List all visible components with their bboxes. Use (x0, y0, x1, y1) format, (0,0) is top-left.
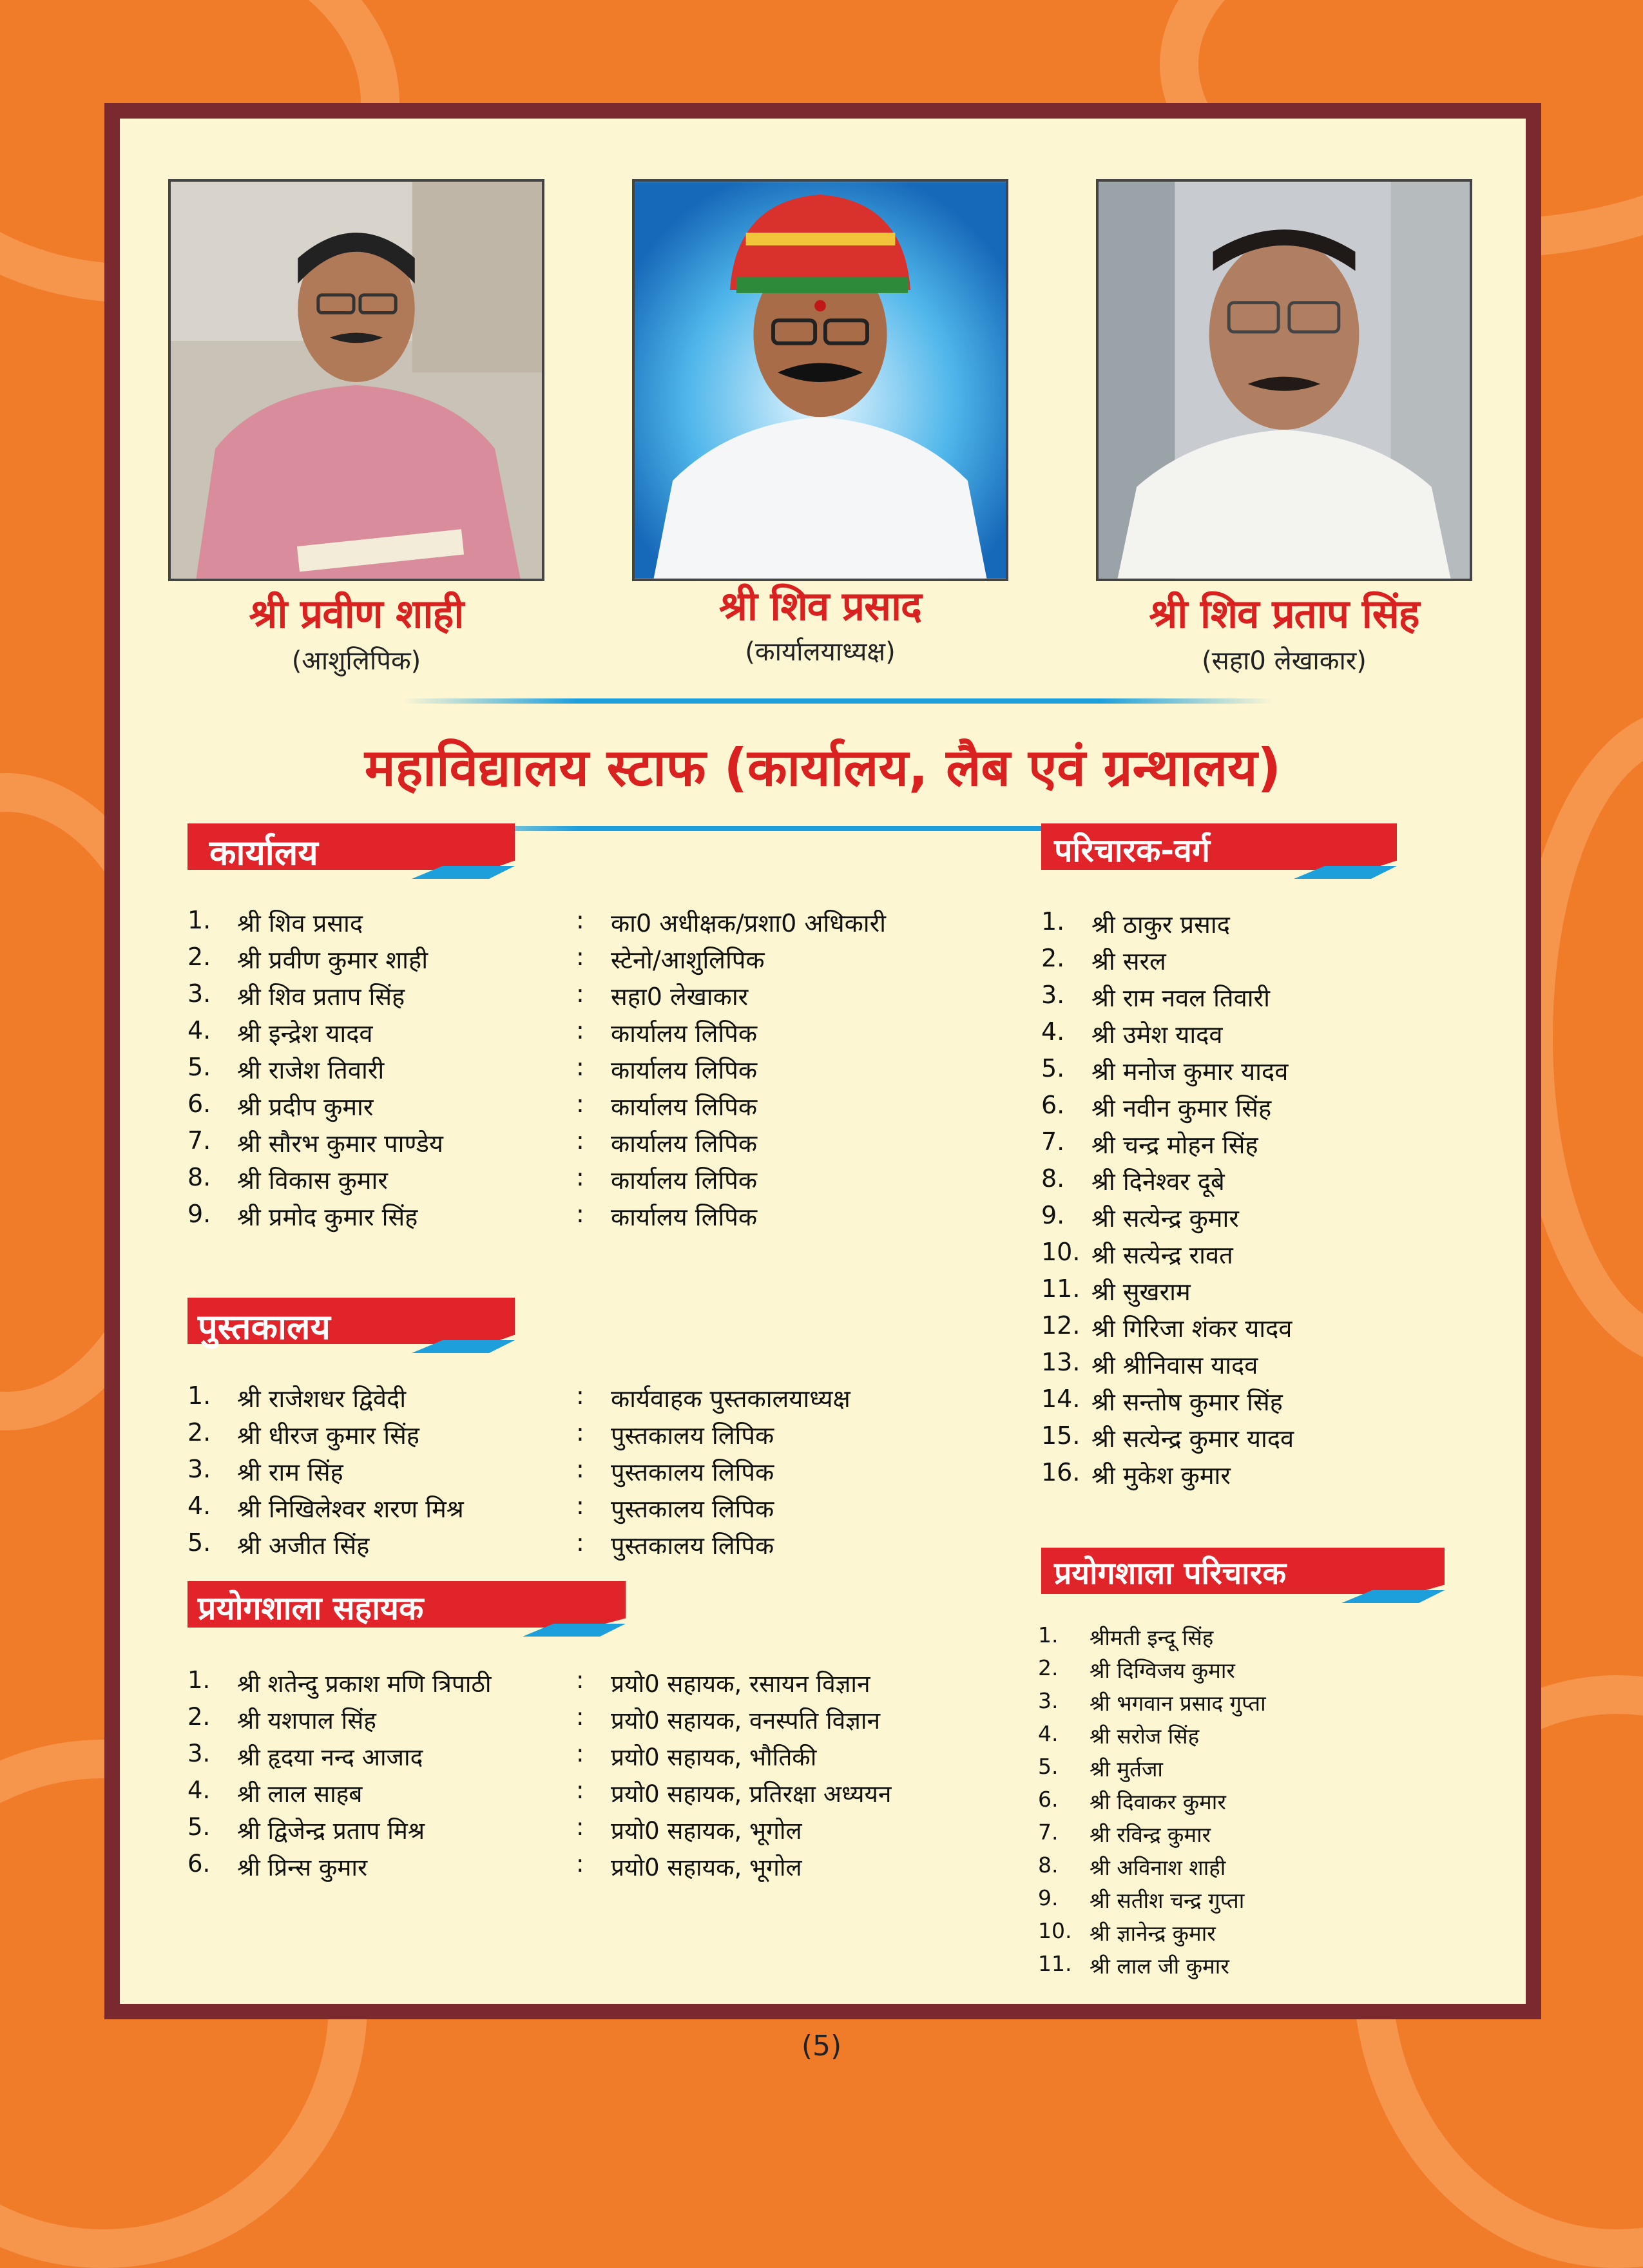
item-number: 11. (1038, 1951, 1072, 1976)
page-number: (5) (801, 2030, 842, 2062)
section-header-pustakalaya (187, 1298, 515, 1347)
item-number: 14. (1041, 1385, 1081, 1413)
staff-name: श्री लाल साहब (237, 1780, 363, 1808)
designation: पुस्तकालय लिपिक (611, 1532, 774, 1560)
staff-name: श्री सत्येन्द्र कुमार (1091, 1204, 1239, 1233)
staff-name: श्री लाल जी कुमार (1090, 1954, 1229, 1979)
featured-name: श्री शिव प्रसाद (719, 582, 921, 629)
staff-name: श्री हृदया नन्द आजाद (237, 1744, 423, 1771)
divider-rule (403, 698, 1273, 704)
staff-name: श्री सत्येन्द्र रावत (1091, 1241, 1233, 1269)
staff-name: श्री सरोज सिंह (1090, 1724, 1200, 1749)
item-number: 2. (187, 1418, 211, 1446)
page-frame (104, 103, 1541, 2019)
item-number: 6. (187, 1850, 211, 1878)
item-number: 7. (1038, 1820, 1059, 1845)
staff-name: श्री मुकेश कुमार (1091, 1461, 1231, 1490)
portrait-image (1099, 182, 1470, 579)
designation: प्रयो0 सहायक, वनस्पति विज्ञान (611, 1707, 880, 1735)
staff-name: श्री दिवाकर कुमार (1090, 1789, 1226, 1814)
separator: : (576, 1776, 584, 1804)
separator: : (576, 1163, 584, 1191)
featured-role: (सहा0 लेखाकार) (1202, 646, 1367, 676)
staff-name: श्री शतेन्दु प्रकाश मणि त्रिपाठी (237, 1670, 492, 1698)
separator: : (576, 979, 584, 1008)
item-number: 4. (187, 1776, 211, 1804)
staff-name: श्री दिनेश्वर दूबे (1091, 1168, 1225, 1196)
item-number: 6. (1038, 1787, 1059, 1812)
separator: : (576, 1703, 584, 1731)
designation: प्रयो0 सहायक, भौतिकी (611, 1744, 817, 1771)
page-title: महाविद्यालय स्टाफ (कार्यालय, लैब एवं ग्रन्थालय) (364, 738, 1282, 798)
separator: : (576, 1126, 584, 1155)
separator: : (576, 1418, 584, 1446)
staff-name: श्री ज्ञानेन्द्र कुमार (1090, 1921, 1216, 1946)
staff-name: श्री अजीत सिंह (237, 1532, 370, 1560)
item-number: 2. (187, 1703, 211, 1731)
staff-name: श्री प्रदीप कुमार (237, 1093, 374, 1121)
staff-name: श्री प्रवीण कुमार शाही (237, 946, 428, 974)
item-number: 12. (1041, 1311, 1081, 1340)
staff-name: श्री भगवान प्रसाद गुप्ता (1090, 1691, 1266, 1716)
item-number: 3. (1038, 1688, 1059, 1713)
designation: पुस्तकालय लिपिक (611, 1421, 774, 1450)
section-header-prayogshala-paricharak (1041, 1548, 1445, 1594)
item-number: 3. (187, 1740, 211, 1767)
separator: : (576, 1090, 584, 1118)
item-number: 11. (1041, 1274, 1081, 1303)
staff-name: श्री ठाकुर प्रसाद (1091, 910, 1230, 939)
item-number: 2. (187, 943, 211, 971)
staff-name: श्री निखिलेश्वर शरण मिश्र (237, 1495, 464, 1523)
separator: : (576, 1455, 584, 1483)
item-number: 9. (1041, 1201, 1065, 1229)
staff-name: श्री प्रिन्स कुमार (237, 1854, 368, 1881)
item-number: 1. (187, 1666, 211, 1694)
designation: प्रयो0 सहायक, प्रतिरक्षा अध्ययन (611, 1780, 892, 1808)
separator: : (576, 943, 584, 971)
item-number: 7. (1041, 1128, 1065, 1156)
designation: प्रयो0 सहायक, भूगोल (611, 1817, 802, 1845)
staff-name: श्री राजेश तिवारी (237, 1056, 385, 1084)
staff-name: श्री विकास कुमार (237, 1166, 388, 1195)
section-title: प्रयोगशाला सहायक (198, 1590, 424, 1627)
item-number: 1. (1041, 907, 1065, 936)
designation: कार्यालय लिपिक (611, 1056, 758, 1084)
section-title: परिचारक-वर्ग (1054, 832, 1211, 869)
item-number: 16. (1041, 1458, 1081, 1486)
staff-name: श्री प्रमोद कुमार सिंह (237, 1203, 418, 1231)
separator: : (576, 1850, 584, 1878)
staff-name: श्री सन्तोष कुमार सिंह (1091, 1388, 1283, 1416)
staff-name: श्री श्रीनिवास यादव (1091, 1351, 1258, 1379)
item-number: 3. (187, 979, 211, 1008)
staff-name: श्री गिरिजा शंकर यादव (1091, 1314, 1292, 1343)
staff-name: श्री यशपाल सिंह (237, 1707, 376, 1735)
designation: कार्यालय लिपिक (611, 1166, 758, 1195)
item-number: 4. (187, 1492, 211, 1520)
separator: : (576, 1528, 584, 1557)
item-number: 2. (1038, 1655, 1059, 1680)
photo-shiv-prasad (632, 179, 1008, 581)
staff-name: श्री दिग्विजय कुमार (1090, 1658, 1235, 1683)
section-header-prayogshala-sahayak (187, 1581, 626, 1628)
featured-name: श्री प्रवीण शाही (249, 590, 464, 637)
section-header-paricharak-varg (1041, 823, 1397, 870)
item-number: 9. (187, 1200, 211, 1228)
designation: कार्यालय लिपिक (611, 1203, 758, 1231)
designation: सहा0 लेखाकार (611, 983, 749, 1011)
item-number: 6. (187, 1090, 211, 1118)
separator: : (576, 906, 584, 934)
designation: कार्यालय लिपिक (611, 1129, 758, 1158)
designation: प्रयो0 सहायक, भूगोल (611, 1854, 802, 1881)
item-number: 8. (187, 1163, 211, 1191)
staff-name: श्री इन्द्रेश यादव (237, 1019, 373, 1048)
staff-name: श्री सौरभ कुमार पाण्डेय (237, 1129, 443, 1158)
separator: : (576, 1492, 584, 1520)
item-number: 3. (187, 1455, 211, 1483)
item-number: 13. (1041, 1348, 1081, 1376)
featured-role: (कार्यालयाध्यक्ष) (745, 637, 896, 667)
item-number: 5. (187, 1053, 211, 1081)
staff-name: श्री उमेश यादव (1091, 1021, 1223, 1049)
item-number: 10. (1038, 1918, 1072, 1943)
item-number: 4. (1041, 1017, 1065, 1046)
staff-name: श्री रविन्द्र कुमार (1090, 1822, 1211, 1847)
item-number: 15. (1041, 1421, 1081, 1450)
staff-name: श्री राम नवल तिवारी (1091, 984, 1270, 1012)
staff-name: श्री अविनाश शाही (1090, 1855, 1226, 1880)
item-number: 2. (1041, 944, 1065, 972)
separator: : (576, 1666, 584, 1694)
portrait-image (635, 182, 1006, 579)
item-number: 8. (1041, 1164, 1065, 1193)
photo-praveen-shahi (168, 179, 544, 581)
separator: : (576, 1053, 584, 1081)
item-number: 8. (1038, 1852, 1059, 1878)
staff-name: श्री सत्येन्द्र कुमार यादव (1091, 1425, 1294, 1453)
designation: पुस्तकालय लिपिक (611, 1458, 774, 1486)
separator: : (576, 1381, 584, 1410)
section-title: प्रयोगशाला परिचारक (1054, 1555, 1287, 1591)
staff-name: श्री द्विजेन्द्र प्रताप मिश्र (237, 1817, 425, 1845)
staff-name: श्री शिव प्रताप सिंह (237, 983, 405, 1011)
designation: कार्यालय लिपिक (611, 1093, 758, 1121)
designation: का0 अधीक्षक/प्रशा0 अधिकारी (611, 909, 886, 937)
separator: : (576, 1016, 584, 1044)
content-panel (120, 119, 1526, 2004)
staff-name: श्री मनोज कुमार यादव (1091, 1057, 1289, 1086)
item-number: 4. (1038, 1721, 1059, 1746)
item-number: 9. (1038, 1885, 1059, 1910)
item-number: 5. (1041, 1054, 1065, 1082)
staff-name: श्री सतीश चन्द्र गुप्ता (1090, 1888, 1245, 1913)
featured-name: श्री शिव प्रताप सिंह (1149, 590, 1419, 637)
section-title: कार्यालय (209, 832, 318, 873)
section-title: पुस्तकालय (198, 1307, 331, 1347)
designation: कार्यालय लिपिक (611, 1019, 758, 1048)
featured-role: (आशुलिपिक) (291, 646, 421, 676)
designation: कार्यवाहक पुस्तकालयाध्यक्ष (611, 1385, 850, 1413)
item-number: 4. (187, 1016, 211, 1044)
item-number: 6. (1041, 1091, 1065, 1119)
staff-name: श्री नवीन कुमार सिंह (1091, 1094, 1272, 1122)
item-number: 7. (187, 1126, 211, 1155)
item-number: 5. (187, 1813, 211, 1841)
designation: स्टेनो/आशुलिपिक (611, 946, 765, 974)
item-number: 1. (1038, 1622, 1059, 1648)
designation: प्रयो0 सहायक, रसायन विज्ञान (611, 1670, 870, 1698)
staff-name: श्री चन्द्र मोहन सिंह (1091, 1131, 1258, 1159)
item-number: 3. (1041, 981, 1065, 1009)
separator: : (576, 1813, 584, 1841)
staff-name: श्री सुखराम (1091, 1278, 1191, 1306)
portrait-image (171, 182, 542, 579)
staff-name: श्री धीरज कुमार सिंह (237, 1421, 419, 1450)
staff-name: श्री राजेशधर द्विवेदी (237, 1385, 407, 1413)
item-number: 5. (1038, 1754, 1059, 1779)
staff-name: श्रीमती इन्दू सिंह (1090, 1625, 1214, 1650)
item-number: 10. (1041, 1238, 1081, 1266)
item-number: 5. (187, 1528, 211, 1557)
staff-name: श्री मुर्तजा (1090, 1756, 1163, 1782)
separator: : (576, 1740, 584, 1767)
staff-name: श्री सरल (1091, 947, 1166, 975)
section-header-karyalaya (187, 823, 515, 873)
staff-name: श्री शिव प्रसाद (237, 909, 363, 937)
staff-name: श्री राम सिंह (237, 1458, 343, 1486)
separator: : (576, 1200, 584, 1228)
designation: पुस्तकालय लिपिक (611, 1495, 774, 1523)
photo-shiv-pratap-singh (1096, 179, 1472, 581)
item-number: 1. (187, 1381, 211, 1410)
item-number: 1. (187, 906, 211, 934)
